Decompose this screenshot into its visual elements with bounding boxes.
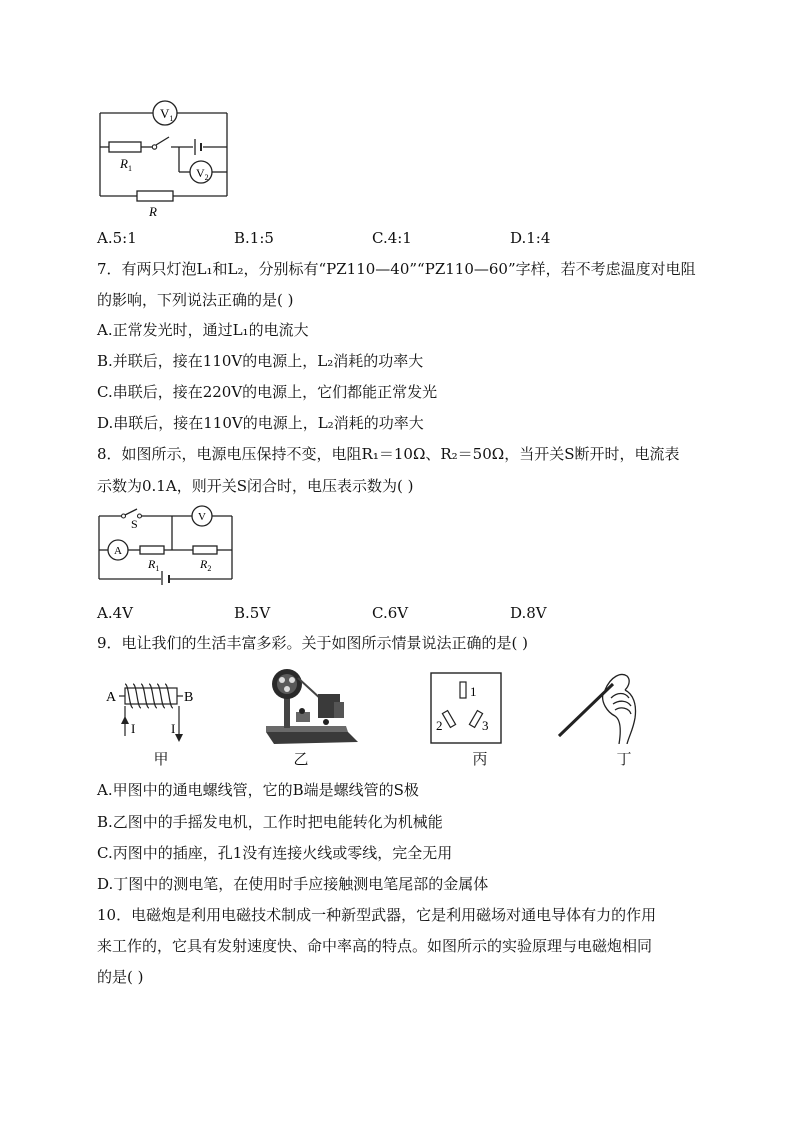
q6-option-d[interactable]: D.1:4 (510, 229, 551, 247)
q9-stem: 9．电让我们的生活丰富多彩。关于如图所示情景说法正确的是( ) (97, 634, 529, 652)
v1-label: $V_1$ (160, 106, 174, 123)
socket-label-3: 3 (482, 718, 489, 733)
v-label: V (198, 511, 206, 523)
current-label-right: I (171, 721, 176, 736)
q7-option-b[interactable]: B.并联后，接在110V的电源上，L₂消耗的功率大 (97, 352, 424, 370)
q9-option-c[interactable]: C.丙图中的插座，孔1没有连接火线或零线，完全无用 (97, 844, 453, 862)
q10-line1: 10．电磁炮是利用电磁技术制成一种新型武器，它是利用磁场对通电导体有力的作用 (97, 906, 657, 924)
a-label: A (114, 545, 122, 557)
resistor-r1-symbol (109, 142, 141, 152)
q8-stem-line1: 8．如图所示，电源电压保持不变，电阻R₁＝10Ω、R₂＝50Ω，当开关S断开时，电流表 (97, 445, 680, 463)
q6-option-b[interactable]: B.1:5 (234, 229, 274, 247)
battery-symbol (195, 139, 201, 155)
q8-stem-line2: 示数为0.1A，则开关S闭合时，电压表示数为( ) (97, 477, 414, 495)
q9-option-a[interactable]: A.甲图中的通电螺线管，它的B端是螺线管的S极 (97, 781, 419, 799)
resistor-r-symbol (137, 191, 173, 201)
socket-label-1: 1 (470, 684, 477, 699)
q6-option-a[interactable]: A.5:1 (97, 229, 137, 247)
q10-line3: 的是( ) (97, 968, 144, 986)
r1-label: $R_1$ (148, 557, 160, 573)
s-label: S (131, 517, 138, 531)
r2-label: $R_2$ (200, 557, 212, 573)
q7-option-c[interactable]: C.串联后，接在220V的电源上，它们都能正常发光 (97, 383, 438, 401)
caption-yi: 乙 (293, 750, 309, 768)
socket-figure (430, 672, 502, 744)
q8-circuit-diagram (95, 505, 237, 585)
socket-hole-1 (460, 682, 466, 698)
q8-option-c[interactable]: C.6V (372, 604, 409, 622)
caption-bing: 丙 (472, 750, 488, 768)
solenoid-end-b-label: B (184, 690, 193, 705)
r-label: R (149, 204, 157, 219)
q7-option-a[interactable]: A.正常发光时，通过L₁的电流大 (97, 321, 309, 339)
socket-label-2: 2 (436, 718, 443, 733)
solenoid-figure (103, 678, 193, 748)
v2-label: $V_2$ (196, 166, 209, 182)
resistor-r2-symbol (193, 546, 217, 554)
test-pen-figure (555, 670, 645, 744)
caption-jia: 甲 (153, 750, 169, 768)
q7-stem-line1: 7．有两只灯泡L₁和L₂，分别标有“PZ110—40”“PZ110—60”字样，若不考虑温度对电阻 (97, 260, 696, 278)
q8-option-d[interactable]: D.8V (510, 604, 547, 622)
caption-ding: 丁 (616, 750, 632, 768)
q6-circuit-diagram (95, 95, 235, 225)
q8-option-a[interactable]: A.4V (97, 604, 133, 622)
hand-generator-figure (262, 664, 362, 748)
q9-option-b[interactable]: B.乙图中的手摇发电机，工作时把电能转化为机械能 (97, 813, 443, 831)
q9-option-d[interactable]: D.丁图中的测电笔，在使用时手应接触测电笔尾部的金属体 (97, 875, 489, 893)
q7-stem-line2: 的影响，下列说法正确的是( ) (97, 291, 294, 309)
current-label-left: I (131, 721, 136, 736)
q7-option-d[interactable]: D.串联后，接在110V的电源上，L₂消耗的功率大 (97, 414, 424, 432)
battery-symbol (162, 571, 169, 585)
q10-line2: 来工作的，它具有发射速度快、命中率高的特点。如图所示的实验原理与电磁炮相同 (97, 937, 653, 955)
q8-option-b[interactable]: B.5V (234, 604, 271, 622)
resistor-r1-symbol (140, 546, 164, 554)
r1-label: $R_1$ (120, 156, 132, 173)
q6-option-c[interactable]: C.4:1 (372, 229, 412, 247)
switch-symbol (152, 145, 156, 149)
solenoid-end-a-label: A (106, 690, 117, 705)
